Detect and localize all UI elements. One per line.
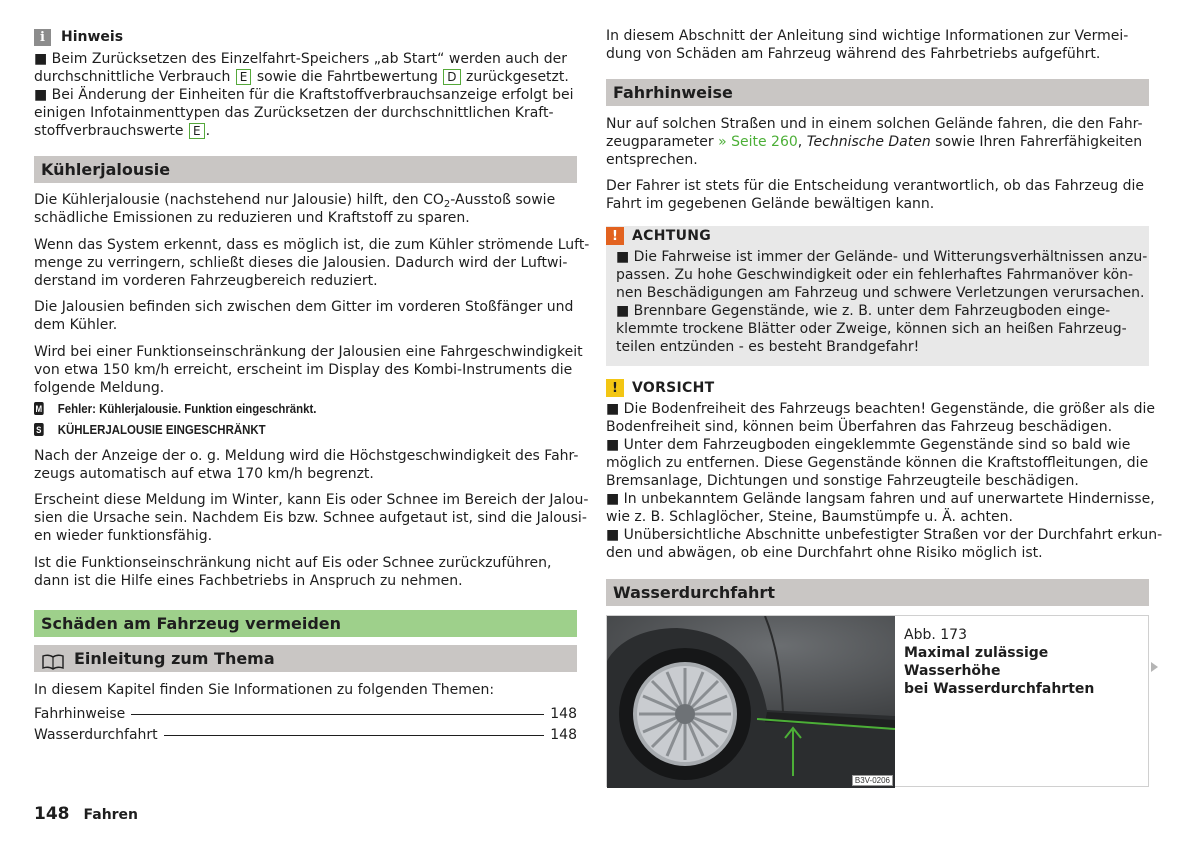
paragraph: Wird bei einer Funktionseinschränkung der Jalousien eine Fahrgeschwindigkeit von etwa 150 km/h erreicht, erscheint im Display des Kombi-Instruments die folgende Meldung.: [34, 344, 583, 396]
figure-code: B3V-0206: [852, 775, 893, 786]
figure-label: Abb. 173: [904, 627, 967, 643]
toc-entry[interactable]: [34, 706, 577, 722]
paragraph: Die Jalousien befinden sich zwischen dem Gitter im vorderen Stoßfänger und dem Kühler.: [34, 299, 574, 333]
toc-leader: [131, 714, 544, 715]
subheading-text: Einleitung zum Thema: [74, 649, 275, 668]
hinweis-text: [34, 50, 577, 140]
hinweis-line: einigen Infotainmenttypen das Zurücksetzen der durchschnittlichen Kraft-: [34, 105, 554, 121]
section-heading-fahrhinweise: Fahrhinweise: [606, 79, 1149, 106]
warning-icon: !: [606, 227, 624, 245]
hinweis-title: Hinweis: [61, 29, 124, 45]
segment-display-icon: S: [34, 423, 44, 436]
page-section-name: Fahren: [83, 807, 139, 823]
continue-arrow-icon: [1151, 662, 1158, 672]
figure-caption-line: bei Wasserdurchfahrten: [904, 681, 1095, 697]
paragraph: Ist die Funktionseinschränkung nicht auf Eis oder Schnee zurückzuführen, dann ist die Hilfe eines Fachbetriebs in Anspruch zu nehmen.: [34, 555, 552, 589]
paragraph: Nach der Anzeige der o. g. Meldung wird die Höchstgeschwindigkeit des Fahr- zeugs automatisch auf etwa 170 km/h begrenzt.: [34, 448, 579, 482]
subheading-einleitung: [34, 645, 577, 672]
caution-title: VORSICHT: [632, 380, 715, 396]
page-footer: [34, 804, 138, 824]
paragraph: Erscheint diese Meldung im Winter, kann Eis oder Schnee im Bereich der Jalou- sien die Ursache sein. Nachdem Eis bzw. Schnee aufgetaut ist, sind die Jalousi- en wieder funktionsfähig.: [34, 492, 589, 544]
chapter-heading-schaeden: Schäden am Fahrzeug vermeiden: [34, 610, 577, 637]
display-message-text: Fehler: Kühlerjalousie. Funktion eingeschränkt.: [57, 401, 317, 416]
paragraph: Der Fahrer ist stets für die Entscheidung verantwortlich, ob das Fahrzeug die Fahrt im gegebenen Gelände bewältigen kann.: [606, 178, 1144, 212]
chapter-intro: In diesem Kapitel finden Sie Informationen zu folgenden Themen:: [34, 682, 495, 698]
display-tag-e: E: [236, 69, 252, 85]
toc-page[interactable]: 148: [550, 727, 577, 743]
warning-text: ■ Die Fahrweise ist immer der Gelände- und Witterungsverhältnissen anzu- passen. Zu hohe Geschwindigkeit oder ein fehlerhaftes Fahrmanöver kön- nen Beschädigungen am Fahrzeug und schwere Verletzungen verursachen. ■ Brennbare Gegenstände, wie z. B. unter dem Fahrzeugboden einge- klemmte trockene Blätter oder Zweige, können sich an heißen Fahrzeug- teilen entzünden - es besteht Brandgefahr!: [616, 249, 1148, 355]
section-heading-kuehlerjalousie: Kühlerjalousie: [34, 156, 577, 183]
display-tag-e: E: [189, 123, 205, 139]
paragraph: Nur auf solchen Straßen und in einem solchen Gelände fahren, die den Fahr- zeugparameter » Seite 260, Technische Daten sowie Ihren Fahrerfähigkeiten entsprechen.: [606, 116, 1143, 168]
toc-label[interactable]: Wasserdurchfahrt: [34, 727, 158, 743]
caution-header: [606, 378, 715, 398]
paragraph: Die Kühlerjalousie (nachstehend nur Jalousie) hilft, den $CO_2$-Ausstoß sowie schädliche Emissionen zu reduzieren und Kraftstoff zu sparen.: [34, 192, 556, 226]
display-message-text: KÜHLERJALOUSIE EINGESCHRÄNKT: [57, 422, 266, 437]
toc-entry[interactable]: [34, 727, 577, 743]
hinweis-line: durchschnittliche Verbrauch E sowie die Fahrtbewertung D zurückgesetzt.: [34, 69, 569, 85]
paragraph: Wenn das System erkennt, dass es möglich ist, die zum Kühler strömende Luft- menge zu verringern, schließt dieses die Jalousien. Dadurch wird der Luftwi- derstand im vorderen Fahrzeugbereich reduziert.: [34, 237, 590, 289]
toc-label[interactable]: Fahrhinweise: [34, 706, 126, 722]
section-intro: In diesem Abschnitt der Anleitung sind wichtige Informationen zur Vermei- dung von Schäden am Fahrzeug während des Fahrbetriebs aufgeführt.: [606, 28, 1129, 62]
figure-caption: [904, 626, 1144, 698]
warning-title: ACHTUNG: [632, 228, 712, 244]
toc-page[interactable]: 148: [550, 706, 577, 722]
section-heading-wasserdurchfahrt: Wasserdurchfahrt: [606, 579, 1149, 606]
figure-173: [606, 615, 1149, 787]
hinweis-line: stoffverbrauchswerte E .: [34, 123, 211, 139]
toc-leader: [164, 735, 545, 736]
caution-icon: !: [606, 379, 624, 397]
info-icon: i: [34, 29, 51, 46]
car-wheel-water-depth-illustration: [607, 616, 895, 788]
caution-text: ■ Die Bodenfreiheit des Fahrzeugs beachten! Gegenstände, die größer als die Bodenfreiheit sind, können beim Überfahren das Fahrzeug beschädigen. ■ Unter dem Fahrzeugboden eingeklemmte Gegenstände sind so bald wie möglich zu entfernen. Diese Gegenstände können die Kraftstoffleitungen, die Bremsanlage, Dichtungen und sonstige Fahrzeugteile beschädigen. ■ In unbekanntem Gelände langsam fahren und auf unerwartete Hindernisse, wie z. B. Schlaglöcher, Steine, Baumstümpfe u. Ä. achten. ■ Unübersichtliche Abschnitte unbefestigter Straßen vor der Durchfahrt erkun- den und abwägen, ob eine Durchfahrt ohne Risiko möglich ist.: [606, 401, 1163, 561]
hinweis-line: ■ Beim Zurücksetzen des Einzelfahrt-Speichers „ab Start“ werden auch der: [34, 51, 567, 67]
hinweis-line: ■ Bei Änderung der Einheiten für die Kraftstoffverbrauchsanzeige erfolgt bei: [34, 87, 574, 103]
page-number: 148: [34, 804, 70, 824]
warning-box-achtung: [606, 226, 1149, 366]
page-reference-link[interactable]: » Seite 260: [718, 134, 798, 150]
reference-title: Technische Daten: [806, 134, 931, 150]
warning-header: [606, 226, 711, 246]
display-message-segment: [34, 422, 266, 437]
maxidot-display-icon: M: [35, 403, 43, 414]
hinweis-header: [34, 28, 123, 46]
display-tag-d: D: [443, 69, 460, 85]
display-message-multifunction: [34, 401, 316, 416]
book-icon: [41, 651, 65, 667]
figure-caption-line: Maximal zulässige Wasserhöhe: [904, 645, 1049, 679]
